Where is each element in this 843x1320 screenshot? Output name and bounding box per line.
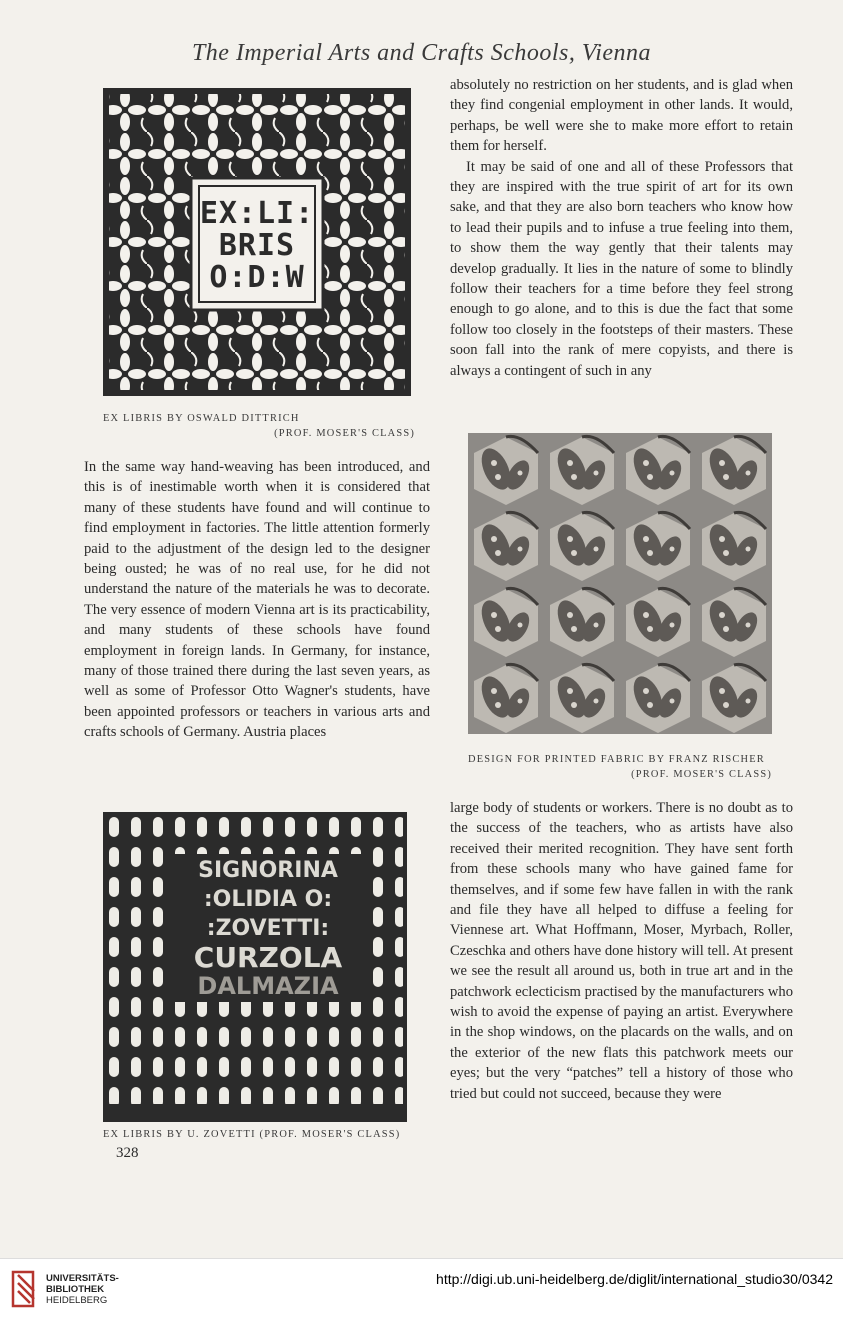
lettering-line: :OLIDIA O: <box>203 887 333 912</box>
zovetti-lettering <box>165 856 371 1001</box>
ex-libris-dittrich-plate <box>103 88 411 396</box>
library-footer <box>0 1258 843 1320</box>
monogram-line: O:D:W <box>209 260 305 295</box>
monogram-block <box>199 198 315 294</box>
caption-rischer <box>468 752 772 782</box>
caption-line: DESIGN FOR PRINTED FABRIC BY FRANZ RISCHER <box>468 754 765 765</box>
fabric-design-plate <box>468 433 772 734</box>
university-library-logo-icon <box>10 1269 40 1309</box>
lettering-line: :ZOVETTI: <box>206 916 330 941</box>
paragraph: absolutely no restriction on her students, and is glad when they find congenial employment in other lands. It would, perhaps, be well were she to make more effort to retain them for herself. <box>450 77 793 155</box>
lettering-line: CURZOLA <box>193 941 343 974</box>
right-text-column-bottom <box>450 798 793 1104</box>
left-text-column <box>84 457 430 743</box>
caption-line: (PROF. MOSER'S CLASS) <box>631 769 772 780</box>
page-number: 328 <box>116 1145 139 1161</box>
library-line: UNIVERSITÄTS- <box>46 1273 119 1284</box>
lettering-line: DALMAZIA <box>197 972 339 1000</box>
ex-libris-zovetti-plate <box>103 812 407 1122</box>
right-text-column-top <box>450 75 793 381</box>
paragraph: It may be said of one and all of these Professors that they are inspired with the true spirit of art for its own sake, and that they are also born teachers who know how to lead their pupils and to infuse a true feeling into them, to show them the way gently that their talents may develop gradually. It lies in the nature of some to blindly follow their teachers for a time before they feel strong enough to go alone, and to this is due the fact that some follow too closely in the footsteps of their masters. These soon fall into the rank of mere copyists, and there is always a contingent of such in any <box>450 158 793 379</box>
caption-zovetti: EX LIBRIS BY U. ZOVETTI (PROF. MOSER'S CLASS) <box>103 1129 401 1140</box>
library-line: HEIDELBERG <box>46 1295 108 1306</box>
monogram-line: BRIS <box>218 228 296 263</box>
caption-dittrich <box>103 411 415 441</box>
caption-line: (PROF. MOSER'S CLASS) <box>274 428 415 439</box>
library-line: BIBLIOTHEK <box>46 1284 105 1295</box>
running-header: The Imperial Arts and Crafts Schools, Vienna <box>191 40 652 66</box>
paragraph: In the same way hand-weaving has been introduced, and this is of inestimable worth when it is considered that many of these students have found and will continue to find employment in factories. The little attention formerly paid to the adjustment of the design led to the designer being ousted; he was of no real use, for he did not understand the nature of the materials he was to decorate. The very essence of modern Vienna art is its practicability, and many students of these schools have found employment in foreign lands. In Germany, for instance, many of those trained there during the last seven years, as well as some of Professor Otto Wagner's students, have been appointed professors or teachers in various arts and crafts schools of Germany. Austria places <box>84 459 430 741</box>
fabric-pattern-art <box>468 433 772 734</box>
paragraph: large body of students or workers. There is no doubt as to the success of the teachers, who as artists have also received their merited recognition. They have sent forth from these schools many who have gained fame for themselves, and if some few have fallen in with the rank and file they have all helped to diffuse a feeling for Viennese art. What Hoffmann, Moser, Myrbach, Roller, Czeschka and others have done history will tell. At present we see the result all around us, both in true art and in the patchwork eclecticism practised by the manufacturers who wish to avoid the expense of paying an artist. Everywhere in the shop windows, on the placards on the walls, and on the exterior of the new flats this patchwork meets our eyes; but the very “patches” tell a history of those who tried but could not succeed, because they were <box>450 800 793 1102</box>
caption-line: EX LIBRIS BY OSWALD DITTRICH <box>103 413 300 424</box>
lettering-line: SIGNORINA <box>198 858 338 883</box>
monogram-line: EX:LI: <box>199 196 315 231</box>
source-url-link[interactable]: http://digi.ub.uni-heidelberg.de/diglit/international_studio30/0342 <box>436 1271 833 1287</box>
library-name <box>46 1273 119 1306</box>
